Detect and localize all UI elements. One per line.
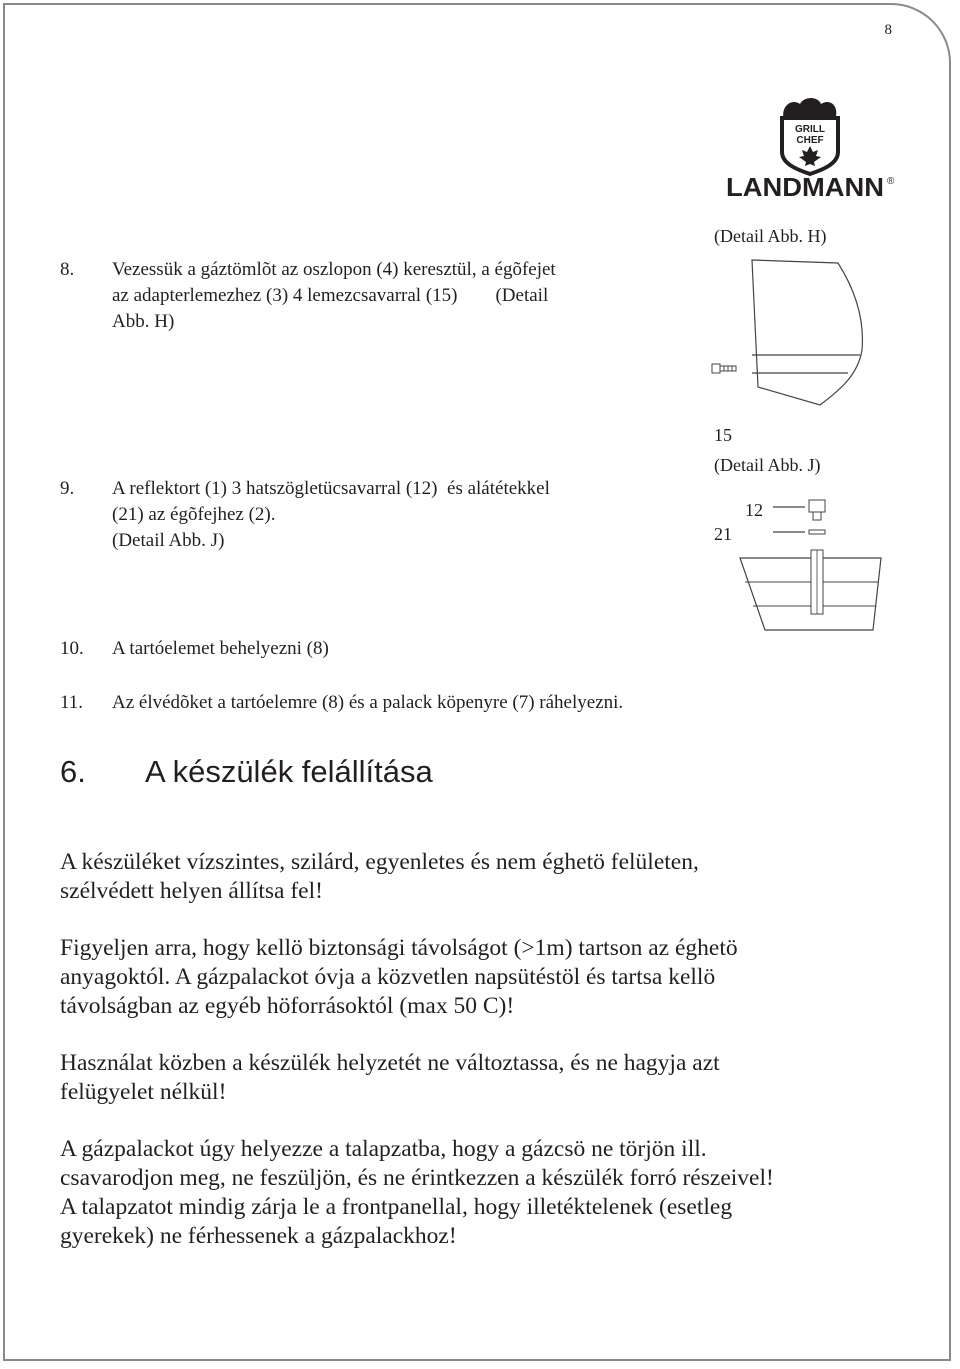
paragraph-1	[60, 848, 895, 906]
screw-icon	[712, 364, 736, 373]
paragraph-2	[60, 934, 895, 1021]
paragraph-line: gyerekek) ne férhessenek a gázpalackhoz!	[60, 1223, 457, 1249]
section-number: 6.	[60, 754, 86, 789]
paragraph-line: A talapzatot mindig zárja le a frontpanellal, hogy illetéktelenek (esetleg	[60, 1194, 733, 1220]
step-number: 9.	[60, 478, 75, 499]
step-text-line: Vezessük a gáztömlõt az oszlopon (4) keresztül, a égõfejet	[112, 259, 556, 280]
step-9	[60, 476, 660, 556]
figure-label-12: 12	[745, 500, 763, 520]
registered-mark: ®	[887, 176, 895, 187]
step-10	[60, 636, 760, 664]
bolt-icon	[809, 500, 825, 534]
step-text-line: A reflektort (1) 3 hatszögletücsavarral (12) és alátétekkel	[112, 478, 550, 499]
paragraph-line: távolságban az egyéb höforrásoktól (max 50 C)!	[60, 993, 515, 1019]
step-text-line: az adapterlemezhez (3) 4 lemezcsavarral (15) (Detail	[112, 285, 549, 306]
step-8	[60, 257, 660, 337]
step-text-line: (Detail Abb. J)	[112, 530, 225, 551]
paragraph-line: Figyeljen arra, hogy kellö biztonsági távolságot (>1m) tartson az éghetö	[60, 935, 738, 961]
badge-line1: GRILL	[795, 124, 825, 135]
step-text-line: (21) az égõfejhez (2).	[112, 504, 276, 525]
step-number: 11.	[60, 692, 84, 713]
paragraph-3	[60, 1049, 895, 1107]
step-text-line: Az élvédõket a tartóelemre (8) és a palack köpenyre (7) ráhelyezni.	[112, 692, 624, 713]
page-number: 8	[884, 22, 892, 38]
paragraph-line: Használat közben a készülék helyzetét ne változtassa, és ne hagyja azt	[60, 1050, 720, 1076]
paragraph-line: A gázpalackot úgy helyezze a talapzatba, hogy a gázcsö ne törjön ill.	[60, 1136, 707, 1162]
paragraph-line: felügyelet nélkül!	[60, 1079, 227, 1105]
landmann-grill-chef-logo	[722, 96, 897, 200]
paragraph-line: anyagoktól. A gázpalackot óvja a közvetlen napsütéstöl és tartsa kellö	[60, 964, 716, 990]
detail-h-drawing	[710, 255, 875, 415]
figure-label-15: 15	[714, 425, 732, 445]
paragraph-line: csavarodjon meg, ne feszüljön, és ne érintkezzen a készülék forró részeivel!	[60, 1165, 774, 1191]
badge-line2: CHEF	[796, 135, 824, 146]
step-number: 10.	[60, 638, 84, 659]
step-number: 8.	[60, 259, 75, 280]
figure-caption-h: (Detail Abb. H)	[714, 226, 827, 246]
section-title-text: A készülék felállítása	[145, 754, 433, 789]
detail-j-drawing	[735, 490, 885, 642]
step-text-line: A tartóelemet behelyezni (8)	[112, 638, 329, 659]
figure-caption-j: (Detail Abb. J)	[714, 455, 821, 475]
brand-name: LANDMANN	[726, 172, 884, 200]
step-text-line: Abb. H)	[112, 311, 175, 332]
step-11	[60, 690, 820, 718]
paragraph-line: A készüléket vízszintes, szilárd, egyenletes és nem éghetö felületen,	[60, 849, 699, 875]
paragraph-line: szélvédett helyen állítsa fel!	[60, 878, 323, 904]
figure-label-21: 21	[714, 524, 732, 544]
paragraph-4	[60, 1135, 895, 1251]
